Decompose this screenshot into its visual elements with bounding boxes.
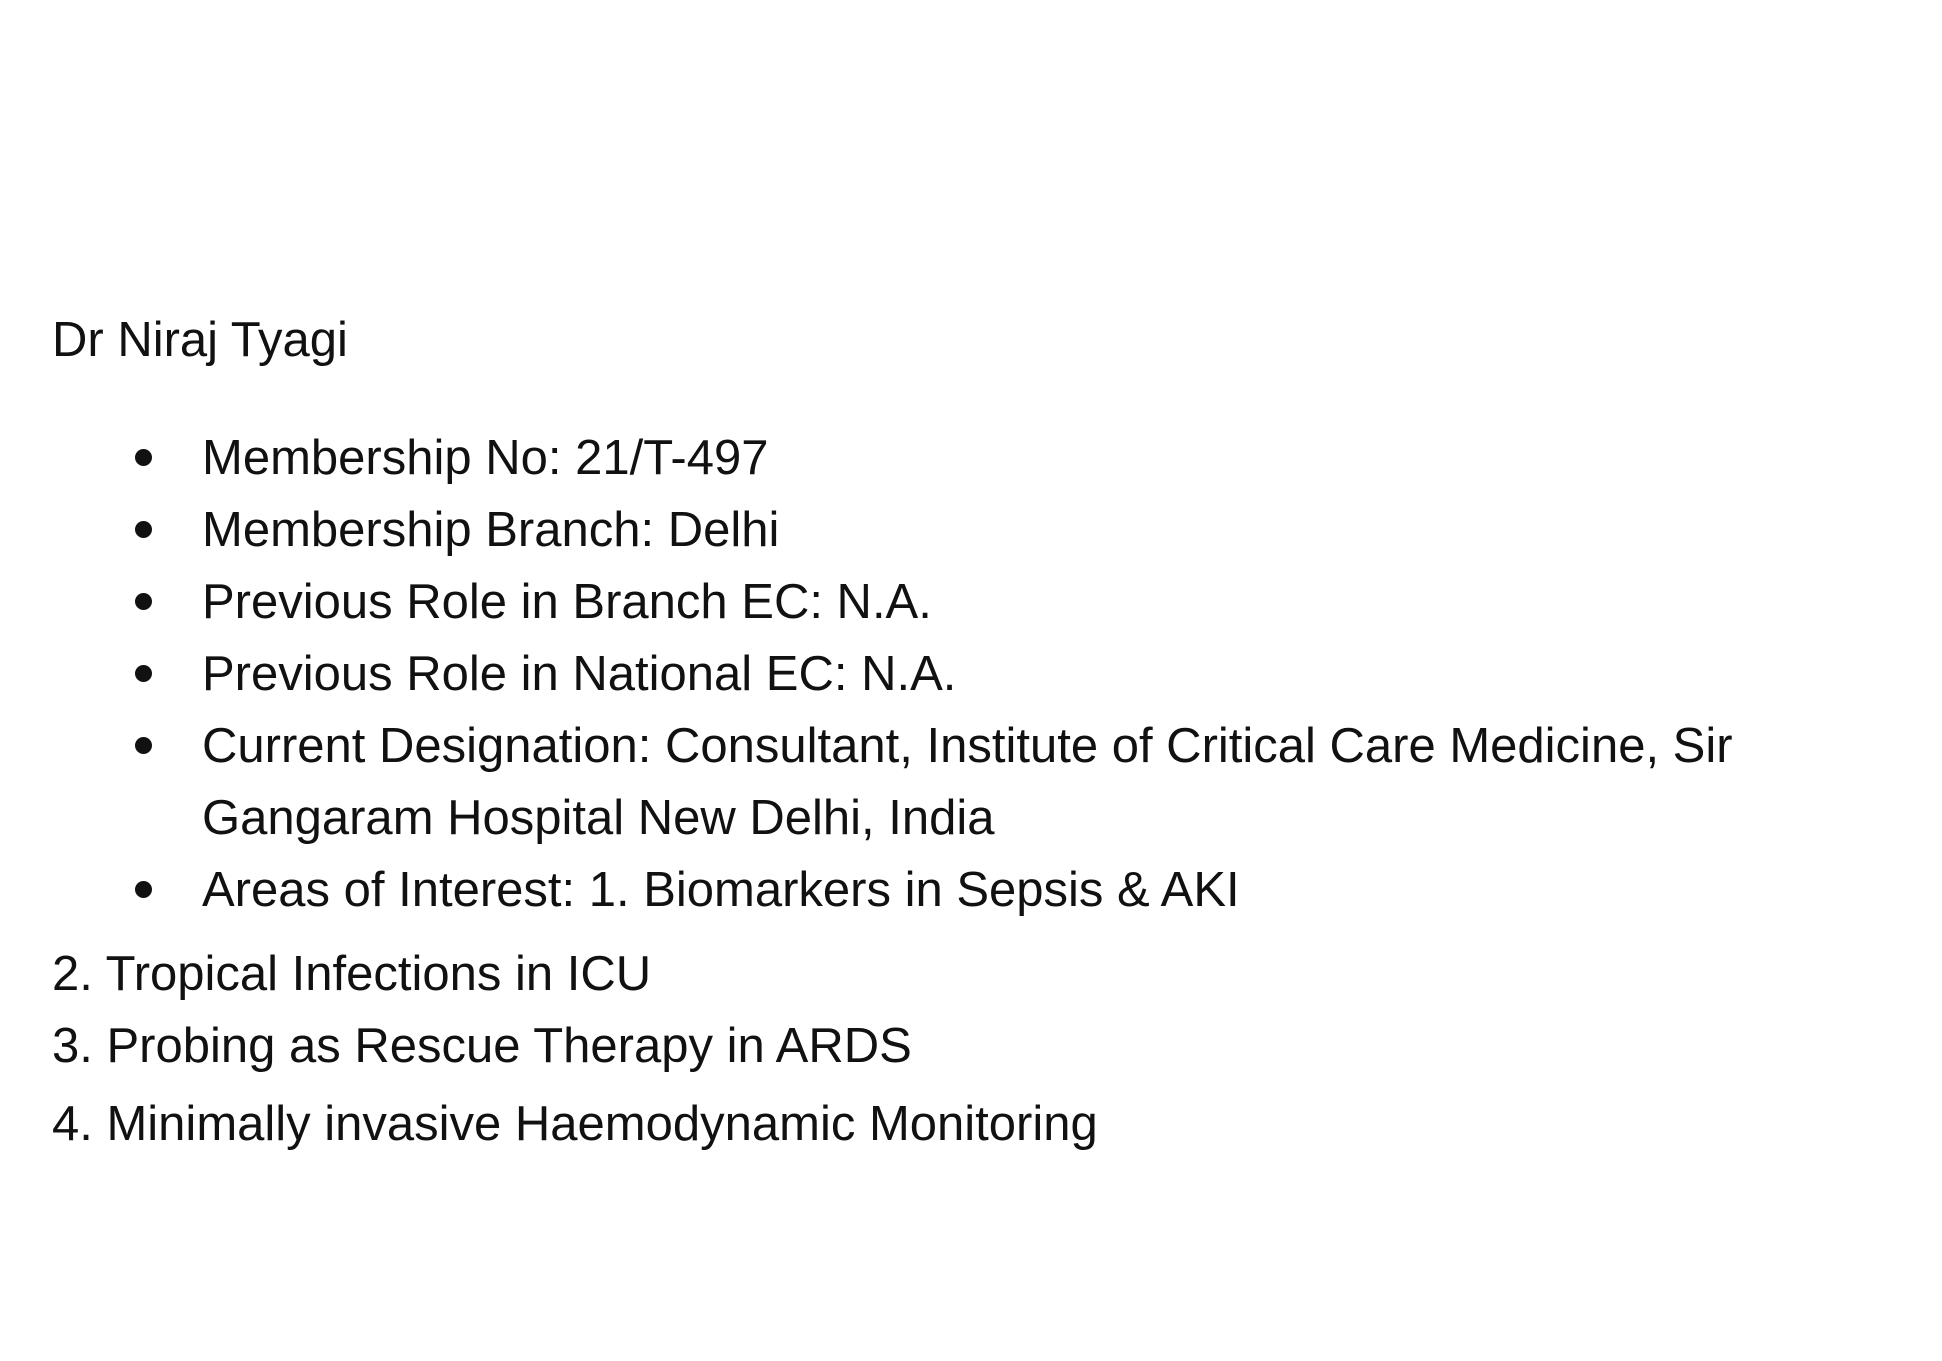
bullet-icon bbox=[135, 449, 152, 466]
list-item-national-ec-role bbox=[0, 638, 1942, 710]
list-item-membership-branch bbox=[0, 494, 1942, 566]
interest-continuation-list bbox=[52, 938, 1098, 1160]
list-item-text: Previous Role in Branch EC: N.A. bbox=[202, 575, 932, 629]
list-item-areas-of-interest bbox=[0, 854, 1942, 926]
bullet-icon bbox=[135, 521, 152, 538]
list-item-membership-number bbox=[0, 422, 1942, 494]
list-item-text: Membership No: 21/T-497 bbox=[202, 431, 769, 485]
list-item-branch-ec-role bbox=[0, 566, 1942, 638]
bullet-icon bbox=[135, 665, 152, 682]
profile-bullet-list bbox=[0, 422, 1942, 926]
bullet-icon bbox=[135, 593, 152, 610]
list-item-text: Current Designation: Consultant, Institute of Critical Care Medicine, Sir Gangaram Hospital New Delhi, India bbox=[202, 719, 1733, 845]
list-item-text: Previous Role in National EC: N.A. bbox=[202, 647, 957, 701]
interest-item-rescue-therapy: 3. Probing as Rescue Therapy in ARDS bbox=[52, 1019, 912, 1073]
bullet-icon bbox=[135, 737, 152, 754]
doctor-name: Dr Niraj Tyagi bbox=[52, 313, 348, 367]
list-item-current-designation bbox=[0, 710, 1942, 854]
bullet-icon bbox=[135, 881, 152, 898]
interest-item-tropical-infections: 2. Tropical Infections in ICU bbox=[52, 947, 652, 1001]
list-item-text: Areas of Interest: 1. Biomarkers in Sepsis & AKI bbox=[202, 863, 1240, 917]
list-item-text: Membership Branch: Delhi bbox=[202, 503, 780, 557]
interest-item-haemodynamic-monitoring: 4. Minimally invasive Haemodynamic Monitoring bbox=[52, 1097, 1098, 1151]
